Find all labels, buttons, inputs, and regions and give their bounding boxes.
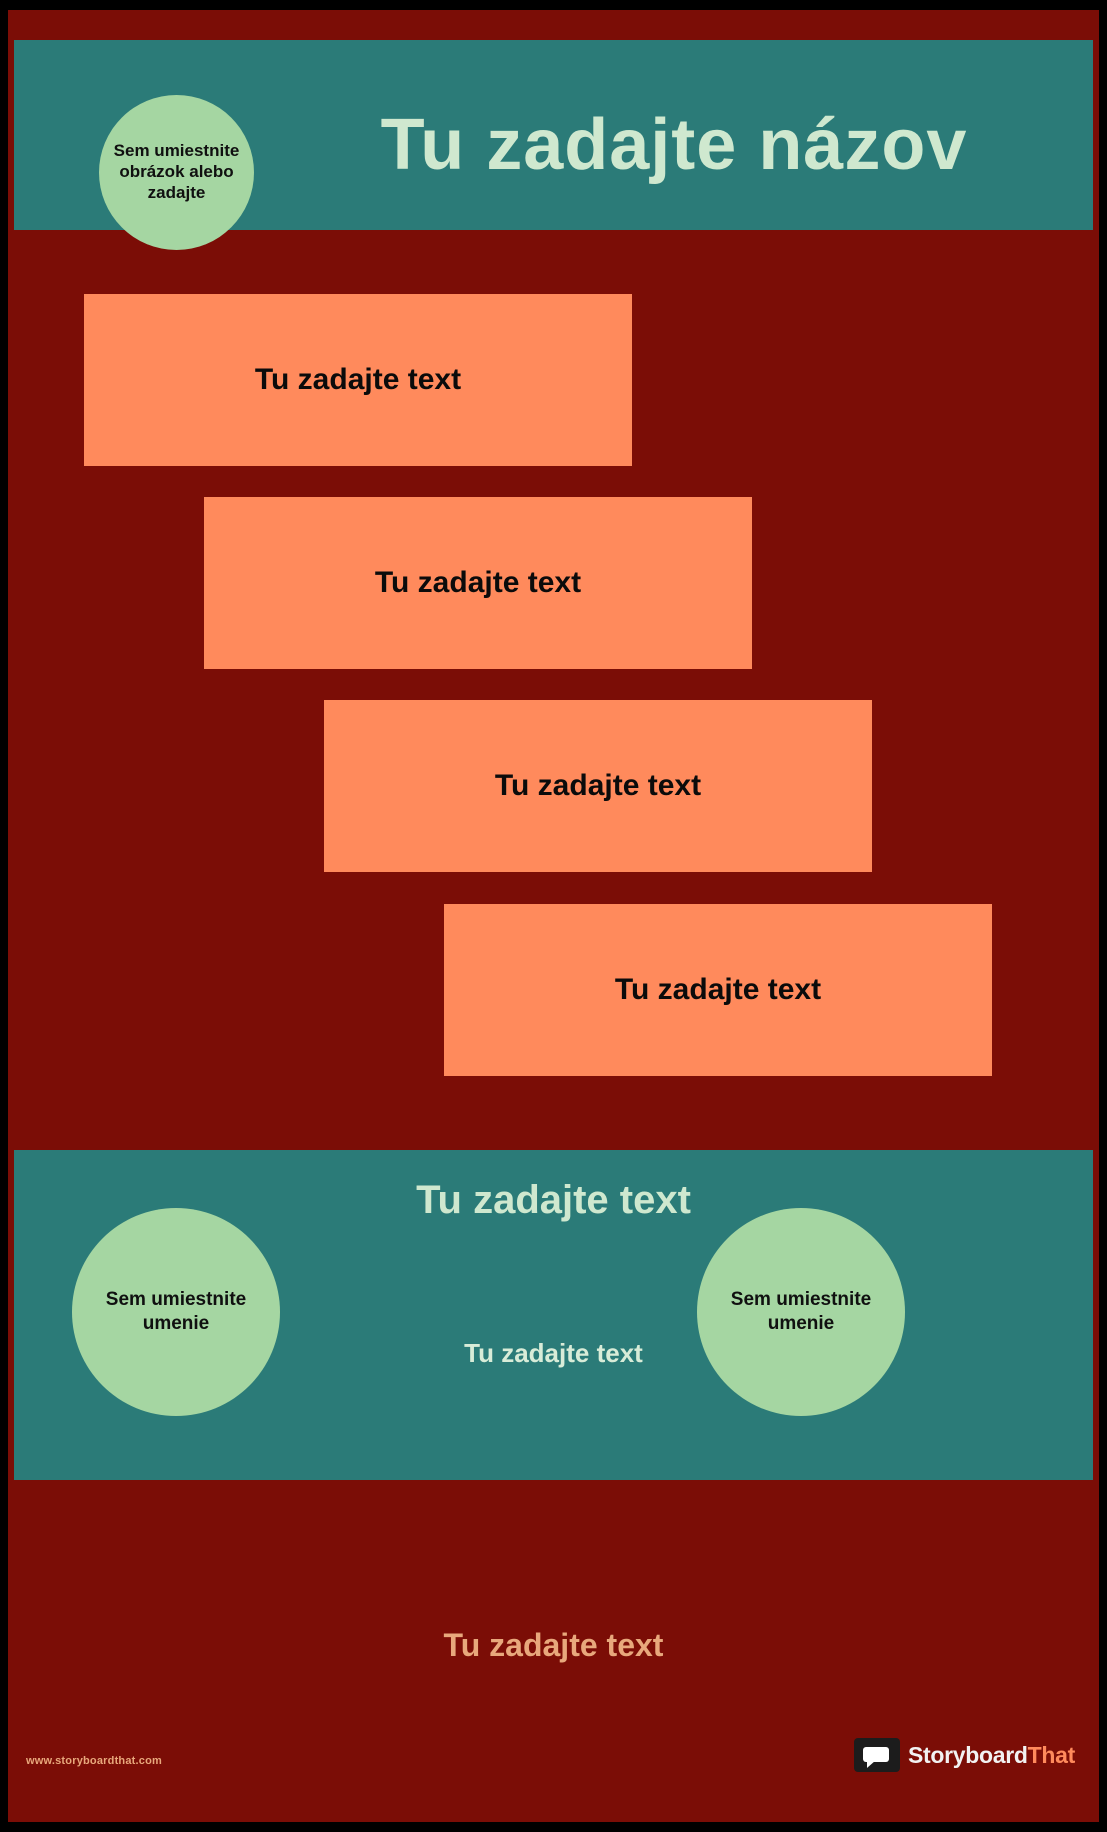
bar-item-1[interactable]: Tu zadajte text	[84, 294, 632, 466]
speech-bubble-icon	[854, 1738, 900, 1772]
header-image-placeholder[interactable]: Sem umiestnite obrázok alebo zadajte	[99, 95, 254, 250]
middle-art-placeholder-left[interactable]: Sem umiestnite umenie	[72, 1208, 280, 1416]
brand-name	[908, 1742, 1075, 1769]
middle-subtext[interactable]: Tu zadajte text	[464, 1338, 643, 1368]
site-url: www.storyboardthat.com	[26, 1755, 163, 1767]
brand-logo	[854, 1738, 1075, 1772]
header-band	[14, 40, 1093, 230]
bars-area	[14, 232, 1093, 1144]
middle-art-placeholder-right[interactable]: Sem umiestnite umenie	[697, 1208, 905, 1416]
middle-heading[interactable]: Tu zadajte text	[416, 1178, 691, 1222]
middle-band	[14, 1150, 1093, 1480]
page-title[interactable]: Tu zadajte názov	[380, 105, 968, 185]
footer-band	[14, 1487, 1093, 1777]
bar-item-2[interactable]: Tu zadajte text	[204, 497, 752, 669]
bar-item-3[interactable]: Tu zadajte text	[324, 700, 872, 872]
brand-name-first: Storyboard	[907, 1741, 1028, 1768]
brand-name-second: That	[1027, 1741, 1075, 1768]
footer-text[interactable]: Tu zadajte text	[443, 1627, 664, 1663]
bar-item-4[interactable]: Tu zadajte text	[444, 904, 992, 1076]
